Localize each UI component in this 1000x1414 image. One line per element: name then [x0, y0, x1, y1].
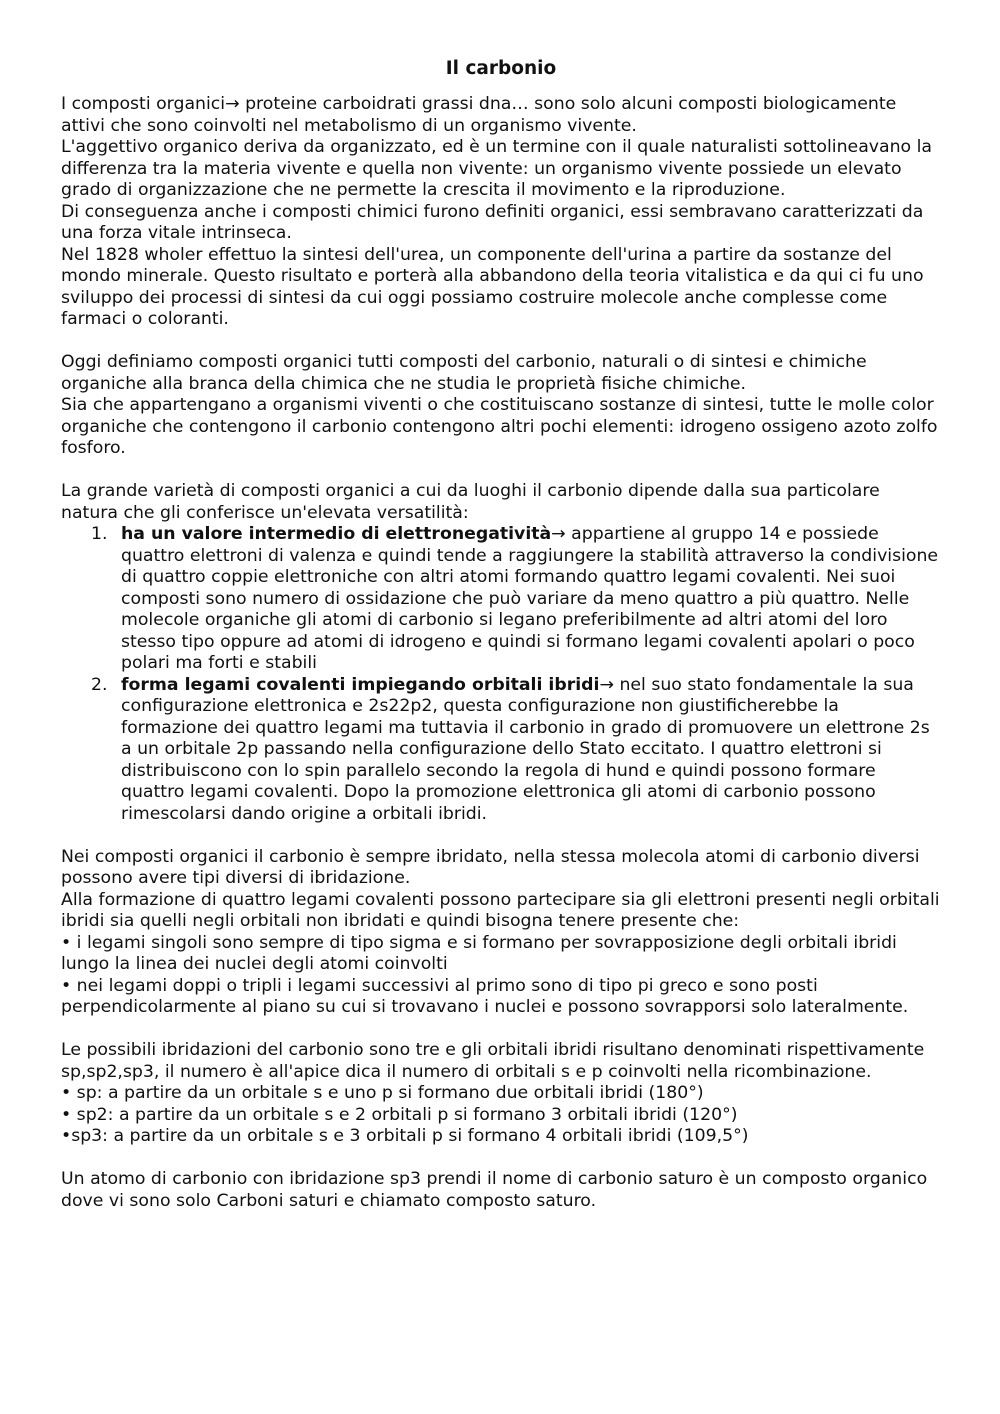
variety-section: [61, 481, 941, 825]
variety-intro: La grande varietà di composti organici a cui da luoghi il carbonio dipende dalla sua particolare natura che gli conferisce un'elevata versatilità:: [61, 481, 880, 523]
intro-paragraph-2: L'aggettivo organico deriva da organizzato, ed è un termine con il quale naturalisti sottolineavano la differenza tra la materia vivente e quella non vivente: un organismo vivente possiede un elevato grado di organizzazione che ne permette la crescita il movimento e la riproduzione.: [61, 137, 933, 200]
type-sp2: • sp2: a partire da un orbitale s e 2 orbitali p si formano 3 orbitali ibridi (120°): [61, 1104, 738, 1125]
type-sp3: •sp3: a partire da un orbitale s e 3 orbitali p si formano 4 orbitali ibridi (109,5°): [61, 1126, 749, 1146]
intro-paragraph: [61, 94, 941, 137]
hybrid-section: [61, 847, 941, 1019]
spacer: [61, 331, 941, 353]
types-paragraph: Le possibili ibridazioni del carbonio sono tre e gli orbitali ibridi risultano denominati rispettivamente sp,sp2,sp3, il numero è all'apice dica il numero di orbitali s e p coinvolti nella ricombinazione.: [61, 1040, 925, 1082]
list-item-number: 1.: [91, 524, 108, 544]
arrow-icon: →: [225, 94, 240, 114]
intro-lead: I composti organici: [61, 94, 226, 114]
spacer: [61, 1148, 941, 1170]
arrow-icon: →: [599, 674, 614, 695]
list-item-heading: forma legami covalenti impiegando orbitali ibridi: [121, 674, 600, 695]
types-section: [61, 1040, 941, 1148]
properties-list: [61, 524, 941, 825]
hybrid-paragraph-1: Nei composti organici il carbonio è sempre ibridato, nella stessa molecola atomi di carbonio diversi possono avere tipi diversi di ibridazione.: [61, 846, 920, 888]
spacer: [61, 825, 941, 847]
list-item-text: nel suo stato fondamentale la sua configurazione elettronica e 2s22p2, questa configurazione non giustificherebbe la formazione dei quattro legami ma tuttavia il carbonio in grado di promuovere un elettrone 2s a un orbitale 2p passando nella configurazione dello Stato eccitato. I quattro elettroni si distribuiscono con lo spin parallelo secondo la regola di hund e quindi possono formare quattro legami covalenti. Dopo la promozione elettronica gli atomi di carbonio possono rimescolarsi dando origine a orbitali ibridi.: [121, 674, 930, 824]
spacer: [61, 460, 941, 482]
type-sp: • sp: a partire da un orbitale s e uno p si formano due orbitali ibridi (180°): [61, 1083, 704, 1103]
definition-paragraph-1: Oggi definiamo composti organici tutti composti del carbonio, naturali o di sintesi e chimiche organiche alla branca della chimica che ne studia le proprietà fisiche chimiche.: [61, 352, 867, 394]
intro-paragraph-3: Di conseguenza anche i composti chimici furono definiti organici, essi sembravano caratterizzati da una forza vitale intrinseca.: [61, 201, 924, 243]
intro-paragraph-4: Nel 1828 wholer effettuo la sintesi dell'urea, un componente dell'urina a partire da sostanze del mondo minerale. Questo risultato e porterà alla abbandono della teoria vitalistica e da qui ci fu uno sviluppo dei processi di sintesi da cui oggi possiamo costruire molecole anche complesse come farmaci o coloranti.: [61, 244, 924, 329]
arrow-icon: →: [551, 524, 566, 544]
list-item: [61, 675, 941, 826]
document-page: [61, 58, 941, 1212]
hybrid-bullet-2: • nei legami doppi o tripli i legami successivi al primo sono di tipo pi greco e sono posti perpendicolarmente al piano su cui si trovavano i nuclei e possono sovrapporsi solo lateralmente.: [61, 975, 909, 1017]
intro-section: [61, 94, 941, 331]
definition-section: [61, 352, 941, 460]
intro-rest: proteine carboidrati grassi dna… sono solo alcuni composti biologicamente attivi che sono coinvolti nel metabolismo di un organismo vivente.: [61, 94, 897, 136]
list-item-number: 2.: [91, 674, 108, 695]
list-item-text: appartiene al gruppo 14 e possiede quattro elettroni di valenza e quindi tende a raggiungere la stabilità attraverso la condivisione di quattro coppie elettroniche con altri atomi formando quattro legami covalenti. Nei suoi composti sono numero di ossidazione che può variare da meno quattro a più quattro. Nelle molecole organiche gli atomi di carbonio si legano preferibilmente ad altri atomi del loro stesso tipo oppure ad atomi di idrogeno e quindi si formano legami covalenti apolari o poco polari ma forti e stabili: [121, 524, 939, 673]
list-item-heading: ha un valore intermedio di elettronegatività: [121, 524, 552, 544]
page-title: Il carbonio: [445, 58, 557, 79]
list-item: [61, 524, 941, 675]
definition-paragraph-2: Sia che appartengano a organismi viventi o che costituiscano sostanze di sintesi, tutte le molle color organiche che contengono il carbonio contengono altri pochi elementi: idrogeno ossigeno azoto zolfo fosforo.: [61, 395, 938, 458]
spacer: [61, 1019, 941, 1041]
hybrid-paragraph-2: Alla formazione di quattro legami covalenti possono partecipare sia gli elettroni presenti negli orbitali ibridi sia quelli negli orbitali non ibridati e quindi bisogna tenere presente che:: [61, 889, 940, 931]
conclusion-paragraph: Un atomo di carbonio con ibridazione sp3 prendi il nome di carbonio saturo è un composto organico dove vi sono solo Carboni saturi e chiamato composto saturo.: [61, 1169, 928, 1211]
hybrid-bullet-1: • i legami singoli sono sempre di tipo sigma e si formano per sovrapposizione degli orbitali ibridi lungo la linea dei nuclei degli atomi coinvolti: [61, 932, 897, 974]
